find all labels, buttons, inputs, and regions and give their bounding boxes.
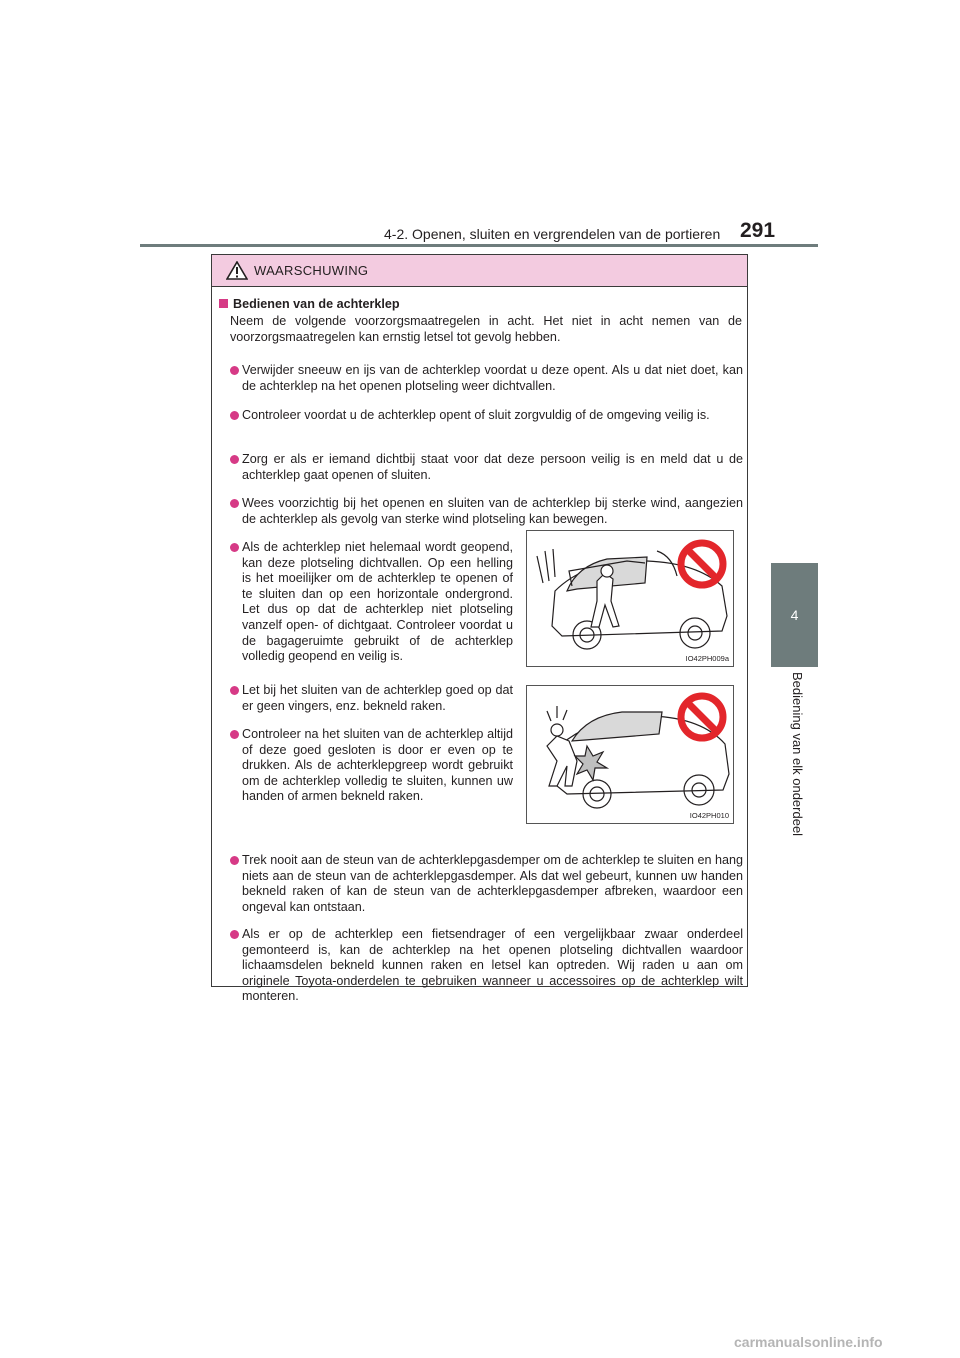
- chapter-title: Bediening van elk onderdeel: [790, 672, 805, 837]
- bullet-item: Controleer na het sluiten van de achterklep altijd of deze goed gesloten is door er even op te drukken. Als de achterklepgreep wordt gebruikt om de achterklep volledig te sluiten, kunnen uw handen of armen bekneld raken.: [229, 727, 513, 805]
- prohibited-icon: [677, 539, 727, 589]
- bullet-dot-icon: [230, 730, 239, 739]
- page-number: 291: [740, 219, 776, 242]
- figure-code: IO42PH010: [689, 811, 729, 820]
- bullet-item: Zorg er als er iemand dichtbij staat voor dat deze persoon veilig is en meld dat u de achterklep gaat openen of sluiten.: [229, 452, 743, 483]
- figure-tailgate-falling: [526, 530, 734, 667]
- bullet-item: Controleer voordat u de achterklep opent of sluit zorgvuldig of de omgeving veilig is.: [229, 408, 743, 424]
- warning-header: [212, 255, 747, 287]
- bullet-item: Als de achterklep niet helemaal wordt geopend, kan deze plotseling dichtvallen. Op een helling is het moeilijker om de achterklep te openen of te sluiten dan op een horizontale ondergrond. Let dus op dat de achterklep niet plotseling vanzelf open- of dichtgaat. Controleer voordat u de bagageruimte gebruikt of de achterklep volledig geopend en veilig is.: [229, 540, 513, 665]
- bullet-item: Trek nooit aan de steun van de achterklepgasdemper om de achterklep te sluiten en hang niets aan de steun van de achterklepgasdemper. Als dat wel gebeurt, kunnen uw handen bekneld raken of kan de steun van de achterklepgasdemper afbreken, waardoor een ongeval kan ontstaan.: [229, 853, 743, 915]
- bullet-dot-icon: [230, 499, 239, 508]
- watermark: carmanualsonline.info: [734, 1334, 883, 1350]
- bullet-dot-icon: [230, 686, 239, 695]
- bullet-dot-icon: [230, 856, 239, 865]
- bullet-item: Let bij het sluiten van de achterklep goed op dat er geen vingers, enz. bekneld raken.: [229, 683, 513, 714]
- chapter-tab: [771, 563, 818, 667]
- warning-triangle-icon: [226, 261, 248, 280]
- warning-box: [211, 254, 748, 1004]
- intro-text: Neem de volgende voorzorgsmaatregelen in acht. Het niet in acht nemen van de voorzorgsmaatregelen kan ernstig letsel tot gevolg hebben.: [230, 314, 742, 344]
- header-rule: [140, 244, 818, 247]
- section-heading: Bedienen van de achterklep: [219, 297, 400, 313]
- figure-hands-pinched: [526, 685, 734, 824]
- bullet-item: Wees voorzichtig bij het openen en sluiten van de achterklep bij sterke wind, aangezien de achterklep als gevolg van sterke wind plotseling kan bewegen.: [229, 496, 743, 527]
- section-header: 4-2. Openen, sluiten en vergrendelen van de portieren: [384, 226, 721, 242]
- prohibited-icon: [677, 692, 727, 742]
- square-bullet-icon: [219, 299, 228, 308]
- bullet-dot-icon: [230, 411, 239, 420]
- bullet-item: Als er op de achterklep een fietsendrager of een vergelijkbaar zwaar onderdeel gemonteerd is, kan de achterklep na het openen plotseling dichtvallen waardoor lichaamsdelen bekneld kunnen raken en letsel kan optreden. Wij raden u aan om originele Toyota-onderdelen te gebruiken wanneer u accessoires op de achterklep wilt monteren.: [229, 927, 743, 1005]
- chapter-number: 4: [790, 607, 799, 623]
- warning-title: WAARSCHUWING: [254, 263, 369, 278]
- bullet-dot-icon: [230, 366, 239, 375]
- bullet-dot-icon: [230, 455, 239, 464]
- figure-code: IO42PH009a: [685, 654, 729, 663]
- bullet-dot-icon: [230, 930, 239, 939]
- bullet-item: Verwijder sneeuw en ijs van de achterklep voordat u deze opent. Als u dat niet doet, kan de achterklep na het openen plotseling weer dichtvallen.: [229, 363, 743, 394]
- bullet-dot-icon: [230, 543, 239, 552]
